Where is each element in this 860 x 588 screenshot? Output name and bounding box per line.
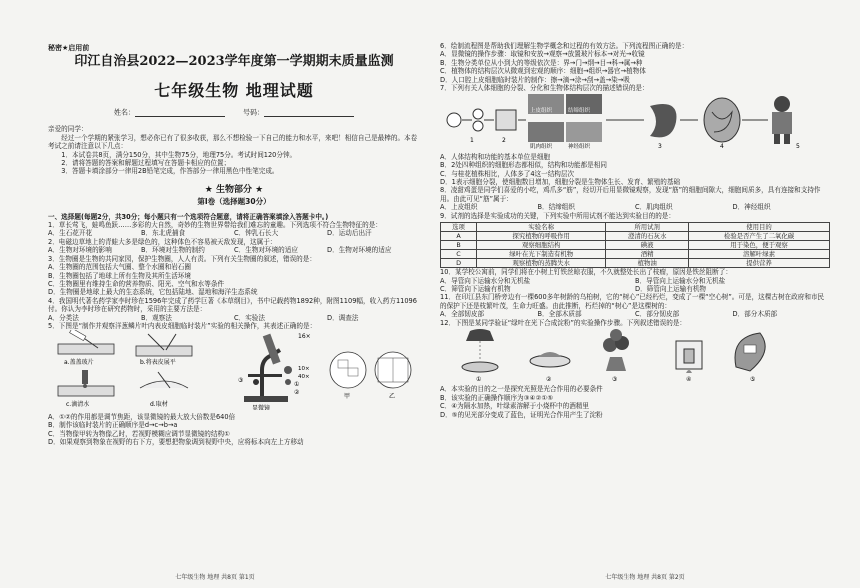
rule-1: 1．本试卷共8页，满分150分，其中生物75分，地理75分。考试时间120分钟。 [61, 150, 297, 159]
view-jia-label: 甲 [344, 393, 351, 401]
option[interactable]: C．当物像甲转为物像乙时，若视野模糊应调节显微镜的结构① [48, 429, 230, 438]
question-5: 5．下图是“制作并观察洋葱鳞片叶内表皮细胞临时装片”实验的相关操作，其表述正确的是： a.盖盖玻片 b.将表皮展平 c.滴清水 d.取材 16× 10× 40× ① ② ③ 显微镜 甲 乙 A．①②的作用都是调节焦距，该显微镜的最大放大倍数是640倍 B．制作该临时装片的正确顺序是d→c→b→a C．当物像甲转为物像乙时，若视野模糊应调节显微镜的结构① D．如果观察到物象在视野的右下方，要想把物象调到视野中央，应将标本向左上方移动 [48, 322, 420, 446]
table-cell: 碘液 [606, 241, 689, 250]
table-cell: A [441, 232, 477, 241]
notice [48, 125, 420, 175]
instruction: 一、选择题(每题2分，共30分；每小题只有一个选项符合题意，请将正确答案填涂入答题卡中。) [48, 212, 329, 221]
step-5-label: ⑤ [750, 375, 756, 383]
step-a-image [58, 330, 114, 366]
label-1: ① [294, 381, 300, 389]
microscope-caption: 显微镜 [252, 405, 271, 411]
option[interactable]: B．结缔组织 [537, 203, 575, 212]
step-b-image [136, 334, 192, 366]
dish-icon [530, 352, 570, 383]
leaf-icon [735, 333, 765, 383]
option[interactable]: D．筛管向上运输有机物 [635, 284, 707, 293]
table-cell: 澄清的石灰水 [606, 232, 689, 241]
name-field[interactable]: 姓名： [114, 108, 225, 117]
plant-pot-icon [603, 329, 629, 383]
step-d-image [140, 372, 188, 408]
table-cell: C [441, 250, 477, 259]
cell-division-icon [447, 109, 516, 144]
option[interactable]: A．生物圈的范围包括大气圈、整个水圈和岩石圈 [48, 263, 191, 272]
table-cell: 溶解叶绿素 [689, 250, 830, 259]
step-3-label: ③ [612, 375, 618, 383]
option[interactable]: D．生物圈是地球上最大的生态系统，它包括陆地、湿地和海洋生态系统 [48, 288, 258, 297]
intro-text: 经过一个学期的紧张学习，想必你已有了很多收获，那么不想检验一下自己的能力和水平，来吧！相信自己是最棒的。本卷考试之前请注意以下几点： [48, 133, 418, 151]
option[interactable]: C．与桂花植株相比，人体多了4这一结构层次 [440, 169, 575, 178]
question-8: 8．凌甜鸡蛋是同学们喜爱的小吃，鸡爪多“筋”，经切开后用显微镜观察，发现“筋”的细胞间隙大，细胞间质多，具有连接和支持作用。由此可见“筋”属于： A．上皮组织 B．结缔组织 C．肌肉组织 D．神经组织 [440, 186, 830, 211]
option[interactable]: D．⑤的见光部分变成了蓝色，证明光合作用产生了淀粉 [440, 410, 603, 419]
tissue-connective: 结缔组织 [568, 108, 591, 115]
question-1: 1．草长莺飞，蛙鸣鱼跃……多彩的大自然，奇妙的生物世界带给我们难忘的童趣。下列选项不符合生物特征的是： A．生石花开花 B．东北虎捕食 C．钟乳石长大 D．运动后出汗 [48, 221, 420, 238]
question-11: 11．在印江县东门桥旁边有一棵600多年树龄的乌桕树，它的“树心”已经朽烂，变成了一棵“空心树”。可是，这棵古树在政府和市民的保护下还是枝繁叶茂，生命力旺盛。由此推断，朽烂掉的“树心”是这棵树的： A．全部韧皮部 B．全部木质部 C．部分韧皮部 D．部分木质部 [440, 293, 830, 318]
option[interactable]: B．观察法 [141, 313, 172, 322]
option[interactable]: B．环境对生物的制约 [141, 246, 205, 255]
student-fields [48, 108, 420, 117]
option[interactable]: A．显微镜的操作步骤：取镜和安放→观察→放置玻片标本→对光→收镜 [440, 50, 645, 59]
option[interactable]: C．生物圈里有维持生命的营养物质、阳光、空气和水等条件 [48, 279, 225, 288]
page-right [430, 0, 860, 588]
microscope-figure [48, 330, 418, 410]
view-yi [375, 352, 411, 400]
table-cell: D [441, 259, 477, 268]
table-row [441, 250, 830, 259]
option[interactable]: D．如果观察到物象在视野的右下方，要想把物象调到视野中央，应将标本向左上方移动 [48, 437, 304, 446]
step-d-label: d.取材 [150, 401, 168, 409]
human-icon [772, 96, 800, 150]
table-cell: 用于染色，便于观察 [689, 241, 830, 250]
question-4: 4．我国明代著名药学家李时珍在1596年完成了药学巨著《本草纲目》，书中记载药物1892种，附图1109幅，收入药方11096付。你认为李时珍在研究药物时，采用的主要方法是： A．分类法 B．观察法 C．实验法 D．调查法 [48, 297, 420, 322]
footer-right: 七年级生物 地理 共8页 第2页 [605, 573, 685, 581]
id-field[interactable]: 号码： [243, 108, 354, 117]
question-6: 6．绘制流程图是帮助我们理解生物学概念和过程的有效方法。下列流程图正确的是： A．显微镜的操作步骤：取镜和安放→观察→放置玻片标本→对光→收镜 B．生物分类单位从小到大的等级依次是：界→门→纲→目→科→属→种 C．植物体的结构层次从微观到宏观的顺序：细胞→组织→器官→植物体 D．人口腔上皮细胞临时装片的制作：擦→滴→涂→刮→盖→染→吸 [440, 42, 830, 84]
question-3: 3．生物圈是生物的共同家园，保护生物圈，人人有责。下列有关生物圈的叙述，错误的是： A．生物圈的范围包括大气圈、整个水圈和岩石圈 B．生物圈包括了地球上所有生物及其所生活环境 C．生物圈里有维持生命的营养物质、阳光、空气和水等条件 D．生物圈是地球上最大的生态系统，它包括陆地、湿地和海洋生态系统 [48, 255, 420, 297]
option[interactable]: B．生物分类单位从小到大的等级依次是：界→门→纲→目→科→属→种 [440, 58, 643, 67]
view-yi-label: 乙 [389, 393, 396, 401]
table-cell: 探究植物的呼吸作用 [477, 232, 606, 241]
option[interactable]: C．肌肉组织 [635, 203, 673, 212]
eyepiece-mag: 16× [298, 333, 311, 341]
section-heading: ★ 生物部分 ★ [204, 184, 264, 195]
option[interactable]: A．上皮组织 [440, 203, 478, 212]
tissue-muscle: 肌肉组织 [530, 144, 553, 151]
table-cell: 检验是否产生了二氧化碳 [689, 232, 830, 241]
table-header-cell: 所用试剂 [606, 223, 689, 232]
step-4-label: ④ [686, 375, 692, 383]
label-num-3: 3 [658, 143, 662, 151]
secret-label: 秘密★启用前 [48, 44, 90, 52]
table-header-cell: 选项 [441, 223, 477, 232]
table-row [441, 232, 830, 241]
step-c-image [58, 370, 114, 408]
option[interactable]: B．导管向上运输水分和无机盐 [635, 276, 726, 285]
objective-mag-10: 10× [298, 366, 310, 373]
table-cell: 观察细胞结构 [477, 241, 606, 250]
organ-stomach-icon [650, 104, 676, 150]
option[interactable]: C．筛管向下运输有机物 [440, 284, 511, 293]
question-12: 12．下图是某同学验证“绿叶在光下合成淀粉”的实验操作步骤。下列叙述错误的是： ① ② ③ ④ ⑤ A．本实验的目的之一是探究光照是光合作用的必要条件 B．该实验的正确操作顺序为③④②①⑤ C．④为隔水加热，叶绿素溶解于小烧杯中的酒精里 D．⑤的见光部分变成了蓝色，证明光合作用产生了淀粉 [440, 319, 830, 419]
greeting: 亲爱的同学： [48, 125, 88, 134]
water-bath-icon [676, 341, 702, 383]
label-3: ③ [238, 377, 244, 385]
tissue-nerve: 神经组织 [568, 144, 591, 151]
table-cell: 酒精 [606, 250, 689, 259]
option[interactable]: B．生物圈包括了地球上所有生物及其所生活环境 [48, 271, 191, 280]
option[interactable]: C．植物体的结构层次从微观到宏观的顺序：细胞→组织→器官→植物体 [440, 67, 646, 76]
table-header [441, 223, 830, 232]
step-a-label: a.盖盖玻片 [64, 359, 94, 367]
question-10: 10．某学校公寓前，同学们将在小树上钉铁丝晾衣服，不久就整处长出了枝瘤，原因是铁丝阻断了： A．导管向下运输水分和无机盐 B．导管向上运输水分和无机盐 C．筛管向下运输有机物 D．筛管向上运输有机物 [440, 268, 830, 293]
photosynthesis-figure [440, 327, 810, 383]
step-1-label: ① [476, 375, 482, 383]
option[interactable]: A．导管向下运输水分和无机盐 [440, 276, 531, 285]
step-2-label: ② [546, 375, 552, 383]
microscope-icon [238, 333, 311, 410]
label-num-5: 5 [796, 143, 800, 151]
rule-3: 3．答题卡填涂部分一律用2B铅笔完成，作答部分一律用黑色中性笔完成。 [61, 167, 279, 176]
option[interactable]: D．运动后出汗 [327, 229, 372, 238]
option[interactable]: C．实验法 [234, 313, 265, 322]
objective-mag-40: 40× [298, 374, 310, 381]
table-cell: B [441, 241, 477, 250]
question-9: 9．试剂的选择是实验成功的关键，下列实验中所用试剂不能达到实验目的的是： 选项 实验名称 所用试剂 使用目的 A 探究植物的呼吸作用 澄清的石灰水 检验是否产生了二氧化碳 B 观察细胞结构 碘液 用于染色，便于观察 C 绿叶在光下制造有机物 酒精 溶解叶绿素 D 观察植物的蒸腾失水 植物油 提供营养 [440, 212, 830, 268]
label-2: ② [294, 389, 300, 397]
option[interactable]: A．分类法 [48, 313, 79, 322]
option[interactable]: D．人口腔上皮细胞临时装片的制作：擦→滴→涂→刮→盖→染→吸 [440, 75, 630, 84]
option[interactable]: C．生物对环境的适应 [234, 246, 298, 255]
footer-left: 七年级生物 地理 共8页 第1页 [175, 573, 255, 581]
step-b-label: b.将表皮展平 [140, 359, 176, 367]
table-header-cell: 实验名称 [477, 223, 606, 232]
option[interactable]: A．生石花开花 [48, 229, 93, 238]
label-num-1: 1 [470, 137, 474, 145]
option[interactable]: B．该实验的正确操作顺序为③④②①⑤ [440, 393, 554, 402]
rule-2: 2．请将答题的答案和解题过程填写在答题卡相应的位置； [61, 159, 231, 168]
table-cell: 提供营养 [689, 259, 830, 268]
option[interactable]: B．制作该临时装片的正确顺序是d→c→b→a [48, 421, 178, 430]
exam-subtitle: 七年级生物 地理试题 [154, 81, 314, 101]
label-num-4: 4 [720, 143, 724, 151]
table-cell: 绿叶在光下制造有机物 [477, 250, 606, 259]
tissue-images [528, 94, 602, 150]
table-row [441, 259, 830, 268]
table-row [441, 241, 830, 250]
option[interactable]: D．神经组织 [732, 203, 771, 212]
question-7: 7．下列有关人体细胞的分裂、分化和生物体结构层次的描述错误的是： 1 2 上皮组织 结缔组织 肌肉组织 神经组织 3 4 5 A．人体结构和功能的基本单位是细胞 B．2处四种组织的细胞形态都相似，结构和功能都是相同 C．与桂花植株相比，人体多了4这一结构层次 D．1表示细胞分裂，使细胞数目增加，细胞分裂是生物体生长、发育、繁殖的基础 [440, 84, 830, 186]
part-heading: 第Ⅰ卷（选择题30分） [197, 197, 271, 207]
option[interactable]: C．部分韧皮部 [635, 310, 680, 319]
reagent-table [440, 222, 830, 268]
option[interactable]: C．钟乳石长大 [234, 229, 279, 238]
option[interactable]: B．东北虎捕食 [141, 229, 186, 238]
table-cell: 观察植物的蒸腾失水 [477, 259, 606, 268]
option[interactable]: C．④为隔水加热，叶绿素溶解于小烧杯中的酒精里 [440, 402, 589, 411]
table-header-cell: 使用目的 [689, 223, 830, 232]
option[interactable]: A．生物对环境的影响 [48, 246, 112, 255]
question-2: 2．电磁边草地上的青蛙大多是绿色的，这种体色不容易被天敌发现，这属于： A．生物对环境的影响 B．环境对生物的制约 C．生物对环境的适应 D．生物对环境的适应 [48, 238, 420, 255]
label-num-2: 2 [502, 137, 506, 145]
cell-differentiation-figure [440, 92, 810, 150]
tissue-epithelial: 上皮组织 [530, 108, 553, 115]
option[interactable]: B．全部木质部 [537, 310, 582, 319]
lamp-icon [462, 329, 498, 383]
option[interactable]: B．2处四种组织的细胞形态都相似，结构和功能都是相同 [440, 161, 607, 170]
option[interactable]: A．全部韧皮部 [440, 310, 485, 319]
option[interactable]: D．生物对环境的适应 [327, 246, 392, 255]
step-c-label: c.滴清水 [66, 401, 90, 409]
digestive-system-icon [704, 98, 740, 150]
view-jia [330, 352, 366, 400]
option[interactable]: D．1表示细胞分裂，使细胞数目增加，细胞分裂是生物体生长、发育、繁殖的基础 [440, 178, 681, 187]
option[interactable]: A．本实验的目的之一是探究光照是光合作用的必要条件 [440, 385, 603, 394]
option[interactable]: D．部分木质部 [732, 310, 778, 319]
option[interactable]: D．调查法 [327, 313, 359, 322]
option[interactable]: A．人体结构和功能的基本单位是细胞 [440, 152, 551, 161]
option[interactable]: A．①②的作用都是调节焦距，该显微镜的最大放大倍数是640倍 [48, 412, 236, 421]
table-cell: 植物油 [606, 259, 689, 268]
exam-title: 印江自治县2022—2023学年度第一学期期末质量监测 [74, 54, 394, 70]
